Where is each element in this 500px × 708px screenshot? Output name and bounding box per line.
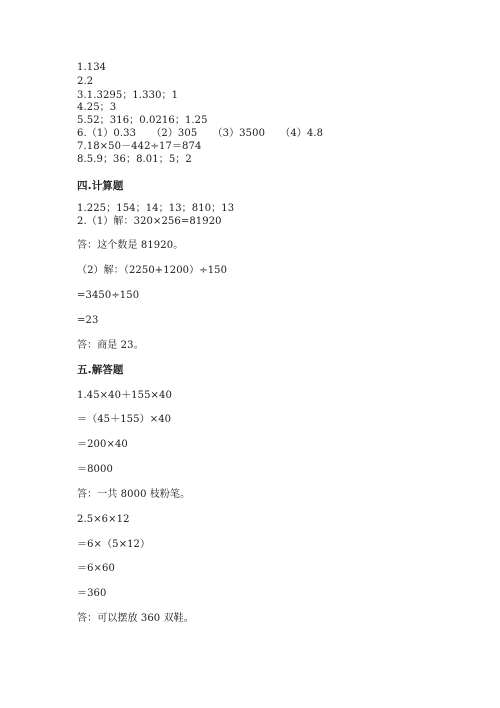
section-5-line-7: ＝6×（5×12） — [77, 539, 151, 550]
section-4-line-7: 答：商是 23。 — [77, 340, 144, 351]
section-5-line-4: ＝8000 — [77, 464, 113, 475]
section-5-title: 五.解答题 — [77, 364, 124, 376]
answer-line-2: 2.2 — [77, 76, 94, 87]
section-5-line-3: ＝200×40 — [77, 439, 128, 450]
section-4-title: 四.计算题 — [77, 180, 124, 192]
answer-line-5: 5.52；316；0.0216；1.25 — [77, 115, 208, 126]
section-4-line-6: =23 — [77, 315, 99, 326]
section-5-line-8: ＝6×60 — [77, 563, 115, 574]
answer-line-1: 1.134 — [77, 62, 107, 73]
answer-line-3: 3.1.3295；1.330；1 — [77, 90, 179, 101]
section-5-line-5: 答：一共 8000 枝粉笔。 — [77, 489, 191, 500]
answer-line-6: 6.（1）0.33 （2）305 （3）3500 （4）4.8 — [77, 128, 324, 139]
section-4-line-2: 2.（1）解：320×256=81920 — [77, 216, 222, 227]
section-5-line-2: ＝（45＋155）×40 — [77, 414, 172, 425]
section-4-line-4: （2）解：（2250+1200）÷150 — [77, 265, 228, 276]
section-4-line-3: 答：这个数是 81920。 — [77, 240, 184, 251]
section-5-line-9: ＝360 — [77, 588, 107, 599]
section-4-line-1: 1.225；154；14；13；810；13 — [77, 203, 235, 214]
section-4-line-5: =3450÷150 — [77, 290, 140, 301]
answer-line-8: 8.5.9；36；8.01；5；2 — [77, 154, 192, 165]
section-5-line-6: 2.5×6×12 — [77, 514, 130, 525]
section-5-line-1: 1.45×40＋155×40 — [77, 390, 172, 401]
section-5-line-10: 答：可以摆放 360 双鞋。 — [77, 613, 194, 624]
answer-line-4: 4.25；3 — [77, 102, 117, 113]
answer-line-7: 7.18×50－442÷17＝874 — [77, 141, 202, 152]
